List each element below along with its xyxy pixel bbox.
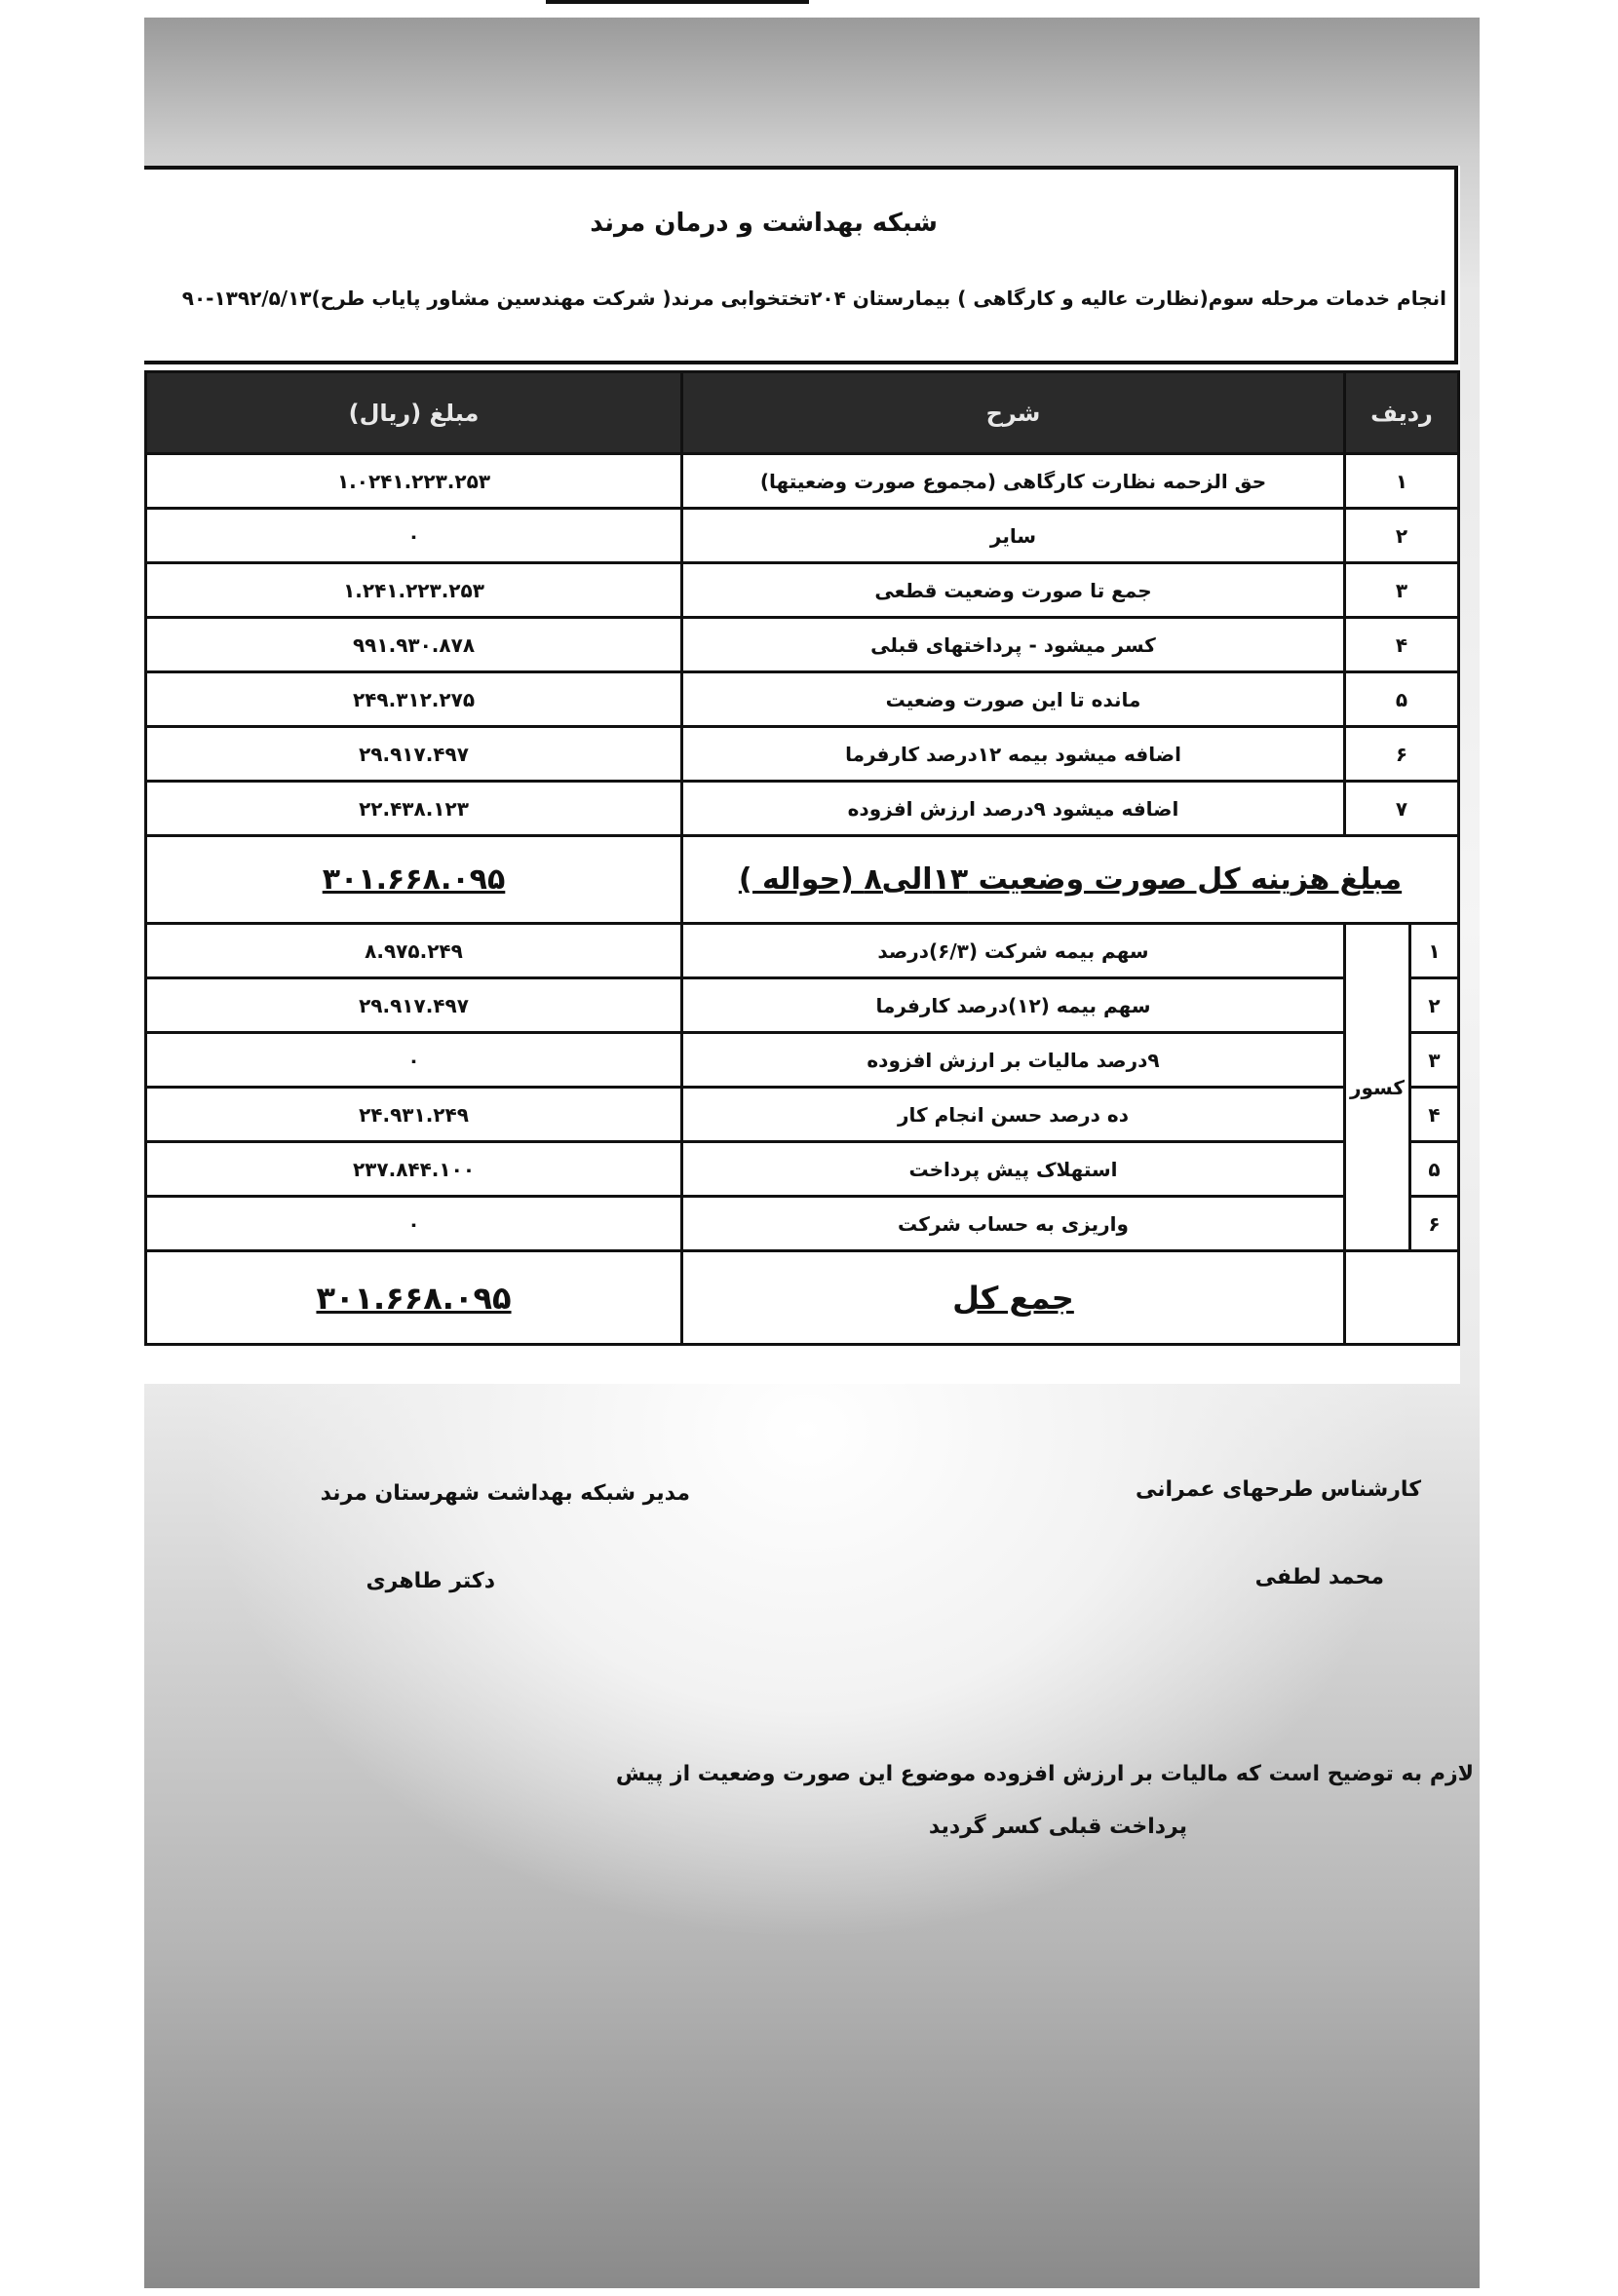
deduction-row [146,1088,1459,1142]
manager-title: مدیر شبکه بهداشت شهرستان مرند [320,1481,690,1506]
header-description: شرح [682,372,1345,454]
deductions-group-label: کسور [1345,924,1410,1251]
total-label: جمع کل [682,1251,1345,1345]
deduction-row [146,1033,1459,1088]
payment-statement-table [144,370,1460,1346]
deduction-description: ده درصد حسن انجام کار [682,1088,1345,1142]
header-index: ردیف [1345,372,1459,454]
row-amount: ۰ [146,509,682,563]
row-amount: ۹۹۱.۹۳۰.۸۷۸ [146,618,682,672]
deduction-description: استهلاک پیش پرداخت [682,1142,1345,1197]
row-index: ۱ [1345,454,1459,509]
note-line-1: لازم به توضیح است که مالیات بر ارزش افزوده موضوع این صورت وضعیت از پیش [615,1762,1474,1786]
row-index: ۶ [1345,727,1459,782]
row-description: مانده تا این صورت وضعیت [682,672,1345,727]
org-title: شبکه بهداشت و درمان مرند [590,209,938,238]
total-row [146,1251,1459,1345]
deduction-index: ۳ [1410,1033,1459,1088]
row-amount: ۱.۰۲۴۱.۲۲۳.۲۵۳ [146,454,682,509]
row-description: اضافه میشود بیمه ۱۲درصد کارفرما [682,727,1345,782]
scanned-document [144,18,1480,2288]
table-row [146,454,1459,509]
deduction-index: ۶ [1410,1197,1459,1251]
document-subtitle: انجام خدمات مرحله سوم(نظارت عالیه و کارگاهی ) بیمارستان ۲۰۴تختخوابی مرند( شرکت مهندسین مشاور پایاب طرح)۱۳۹۲/۵/۱۳-۹۰ [181,287,1446,310]
deduction-row [146,924,1459,978]
table-row [146,618,1459,672]
row-index: ۳ [1345,563,1459,618]
row-description: جمع تا صورت وضعیت قطعی [682,563,1345,618]
grand-total-amount: ۳۰۱.۶۶۸.۰۹۵ [146,836,682,924]
total-amount: ۳۰۱.۶۶۸.۰۹۵ [146,1251,682,1345]
deduction-amount: ۲۹.۹۱۷.۴۹۷ [146,978,682,1033]
deduction-amount: ۰ [146,1197,682,1251]
row-amount: ۲۹.۹۱۷.۴۹۷ [146,727,682,782]
deduction-row [146,978,1459,1033]
table-row [146,672,1459,727]
note-line-2: پرداخت قبلی کسر گردید [928,1815,1187,1839]
row-description: کسر میشود - پرداختهای قبلی [682,618,1345,672]
deduction-index: ۲ [1410,978,1459,1033]
row-amount: ۲۲.۴۳۸.۱۲۳ [146,782,682,836]
row-description: اضافه میشود ۹درصد ارزش افزوده [682,782,1345,836]
deduction-description: سهم بیمه شرکت (۶/۳)درصد [682,924,1345,978]
table-row [146,727,1459,782]
header-box [144,166,1458,364]
manager-name: دکتر طاهری [366,1569,495,1593]
deduction-index: ۴ [1410,1088,1459,1142]
row-index: ۴ [1345,618,1459,672]
grand-total-label: مبلغ هزینه کل صورت وضعیت ۱۳الی۸ (حواله ) [682,836,1459,924]
deduction-amount: ۲۴.۹۳۱.۲۴۹ [146,1088,682,1142]
table-row [146,782,1459,836]
row-description: حق الزحمه نظارت کارگاهی (مجموع صورت وضعیتها) [682,454,1345,509]
header-amount: مبلغ (ریال) [146,372,682,454]
row-amount: ۱.۲۴۱.۲۲۳.۲۵۳ [146,563,682,618]
deduction-row [146,1197,1459,1251]
row-amount: ۲۴۹.۳۱۲.۲۷۵ [146,672,682,727]
deduction-amount: ۲۳۷.۸۴۴.۱۰۰ [146,1142,682,1197]
total-index-cell [1345,1251,1459,1345]
deduction-description: سهم بیمه (۱۲)درصد کارفرما [682,978,1345,1033]
table-row [146,509,1459,563]
deduction-index: ۱ [1410,924,1459,978]
scan-edge-mark [546,0,809,4]
deduction-description: واریزی به حساب شرکت [682,1197,1345,1251]
row-index: ۵ [1345,672,1459,727]
deduction-amount: ۸.۹۷۵.۲۴۹ [146,924,682,978]
expert-name: محمد لطفی [1254,1565,1384,1589]
document-frame [144,166,1460,1384]
deduction-row [146,1142,1459,1197]
deduction-amount: ۰ [146,1033,682,1088]
row-description: سایر [682,509,1345,563]
deduction-description: ۹درصد مالیات بر ارزش افزوده [682,1033,1345,1088]
row-index: ۷ [1345,782,1459,836]
row-index: ۲ [1345,509,1459,563]
expert-title: کارشناس طرحهای عمرانی [1135,1477,1421,1502]
grand-total-row [146,836,1459,924]
deduction-index: ۵ [1410,1142,1459,1197]
table-row [146,563,1459,618]
